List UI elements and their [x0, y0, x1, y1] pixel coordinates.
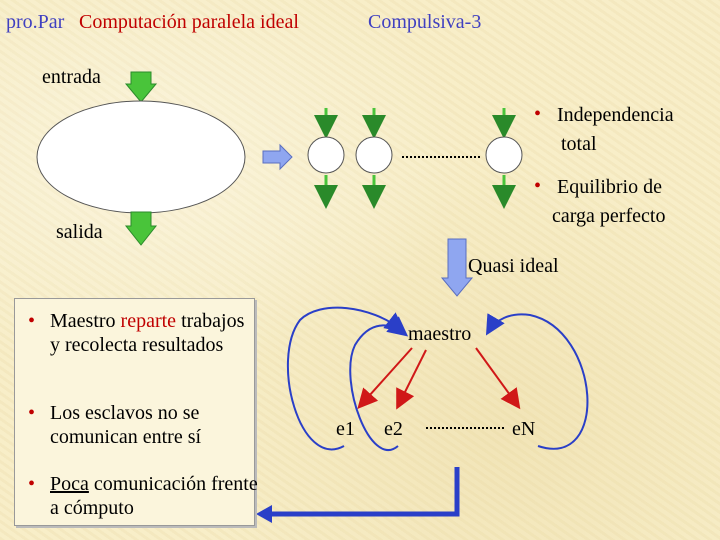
maestro-label: maestro	[408, 323, 472, 345]
maestro-to-e1	[360, 348, 412, 406]
bullet-mark: •	[28, 402, 36, 424]
quasi-ideal-label: Quasi ideal	[468, 255, 559, 277]
title-suffix: Compulsiva-3	[368, 11, 482, 33]
bullet-1-rest: trabajos y recolecta resultados	[50, 310, 245, 356]
task-circle-n	[486, 137, 522, 173]
output-arrow	[126, 212, 156, 245]
title-prefix: pro.Par	[6, 11, 65, 33]
maestro-word: Maestro	[50, 310, 116, 332]
task-circle-1	[308, 137, 344, 173]
salida-label: salida	[56, 221, 103, 243]
return-arrow	[262, 467, 457, 514]
eN-label: eN	[512, 418, 536, 440]
bullet-mark: •	[534, 175, 542, 197]
bullet-mark: •	[534, 103, 542, 125]
independencia-line1: Independencia	[557, 104, 674, 126]
sequential-ellipse	[37, 101, 245, 213]
page-title: Computación paralela ideal	[79, 11, 299, 33]
poca-word: Poca	[50, 473, 89, 495]
input-arrow	[126, 72, 156, 102]
bullet-2-text: Los esclavos no se comunican entre sí	[50, 402, 202, 448]
equilibrio-line2: carga perfecto	[552, 205, 666, 227]
task-circle-2	[356, 137, 392, 173]
e2-label: e2	[384, 418, 403, 440]
maestro-to-eN	[476, 348, 518, 406]
entrada-label: entrada	[42, 66, 101, 88]
bullet-3-rest: comunicación frente a cómputo	[50, 473, 258, 519]
independencia-line2: total	[561, 133, 597, 155]
equilibrio-line1: Equilibrio de	[557, 176, 662, 198]
reparte-word: reparte	[120, 310, 177, 332]
transform-arrow	[263, 145, 292, 169]
e1-label: e1	[336, 418, 355, 440]
bullet-mark: •	[28, 473, 36, 495]
bullet-mark: •	[28, 310, 36, 332]
